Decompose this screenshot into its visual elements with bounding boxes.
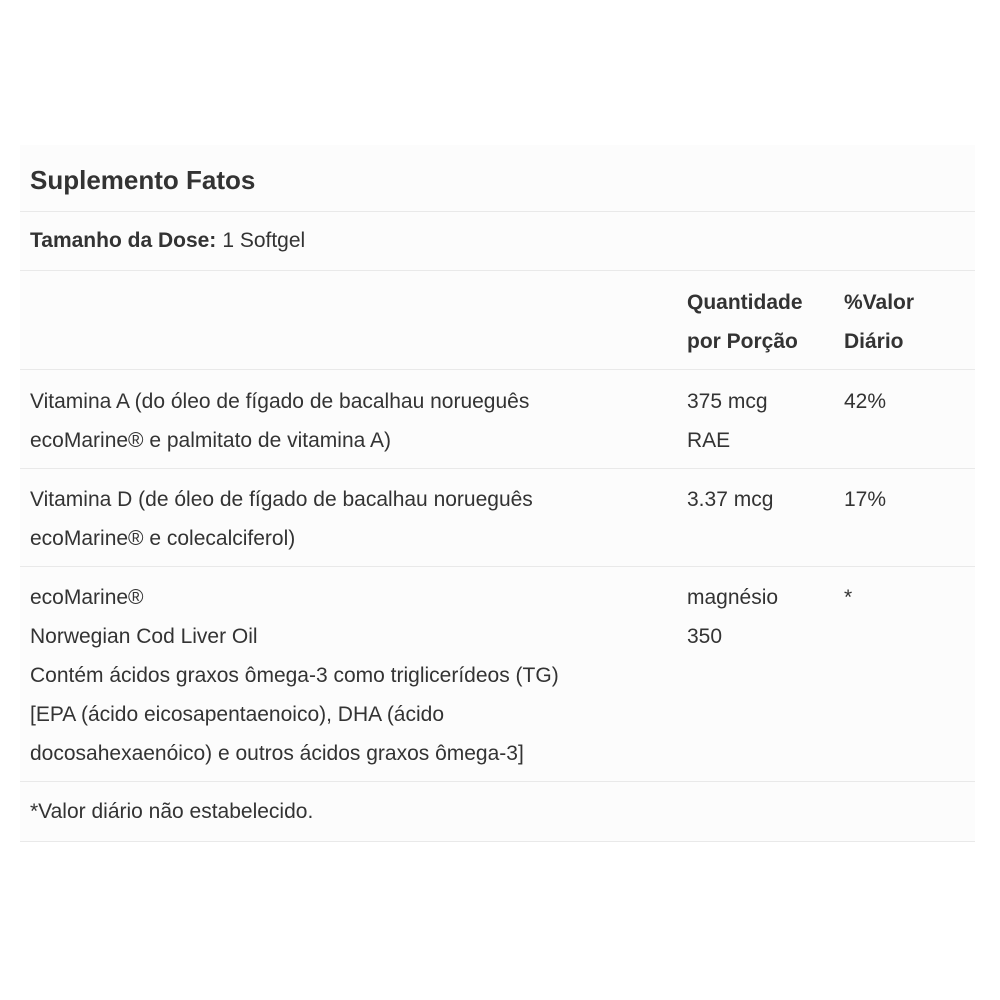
nutrient-dv-cell: [834, 480, 975, 566]
nutrient-amount-line: magnésio: [687, 586, 779, 609]
header-amount-cell: [677, 283, 834, 369]
column-header-row: [20, 271, 975, 370]
nutrient-name-line: docosahexaenóico) e outros ácidos graxos ômega-3]: [30, 742, 524, 765]
nutrient-row-vitamin-a: [20, 370, 975, 469]
header-dv-cell: [834, 283, 975, 369]
nutrient-amount-line: 350: [687, 625, 723, 648]
nutrient-dv-value: *: [844, 586, 853, 609]
nutrient-amount-cell: [677, 578, 834, 781]
nutrient-name-cell: [20, 480, 677, 566]
serving-size-row: [20, 212, 975, 271]
footnote-text: *Valor diário não estabelecido.: [30, 799, 314, 823]
serving-size-label: Tamanho da Dose:: [30, 229, 217, 252]
nutrient-row-vitamin-d: [20, 469, 975, 567]
nutrient-amount-line: RAE: [687, 429, 731, 452]
nutrient-name-line: ecoMarine®: [30, 586, 144, 609]
header-amount-line: Quantidade: [687, 291, 803, 314]
nutrient-row-cod-liver-oil: [20, 567, 975, 782]
nutrient-dv-cell: [834, 382, 975, 468]
nutrient-dv-cell: [834, 578, 975, 781]
header-name-cell: [20, 283, 677, 369]
nutrient-amount-cell: [677, 480, 834, 566]
nutrient-name-cell: [20, 382, 677, 468]
nutrient-name-line: Vitamina A (do óleo de fígado de bacalhau norueguês: [30, 390, 530, 413]
nutrient-dv-value: 17%: [844, 488, 887, 511]
nutrient-name-line: Contém ácidos graxos ômega-3 como triglicerídeos (TG): [30, 664, 559, 687]
nutrient-name-line: [EPA (ácido eicosapentaenoico), DHA (ácido: [30, 703, 445, 726]
panel-title: Suplemento Fatos: [30, 164, 256, 195]
header-amount-line: por Porção: [687, 330, 798, 353]
supplement-facts-panel: [20, 145, 975, 842]
serving-size-value: 1 Softgel: [222, 229, 306, 252]
nutrient-name-line: ecoMarine® e palmitato de vitamina A): [30, 429, 391, 452]
nutrient-name-line: Vitamina D (de óleo de fígado de bacalhau norueguês: [30, 488, 533, 511]
nutrient-name-cell: [20, 578, 677, 781]
header-dv-line: Diário: [844, 330, 904, 353]
title-row: [20, 145, 975, 212]
nutrient-amount-line: 3.37 mcg: [687, 488, 774, 511]
nutrient-amount-line: 375 mcg: [687, 390, 768, 413]
nutrient-name-line: Norwegian Cod Liver Oil: [30, 625, 258, 648]
header-dv-line: %Valor: [844, 291, 915, 314]
nutrient-amount-cell: [677, 382, 834, 468]
nutrient-dv-value: 42%: [844, 390, 887, 413]
footnote-row: [20, 782, 975, 842]
nutrient-name-line: ecoMarine® e colecalciferol): [30, 527, 296, 550]
